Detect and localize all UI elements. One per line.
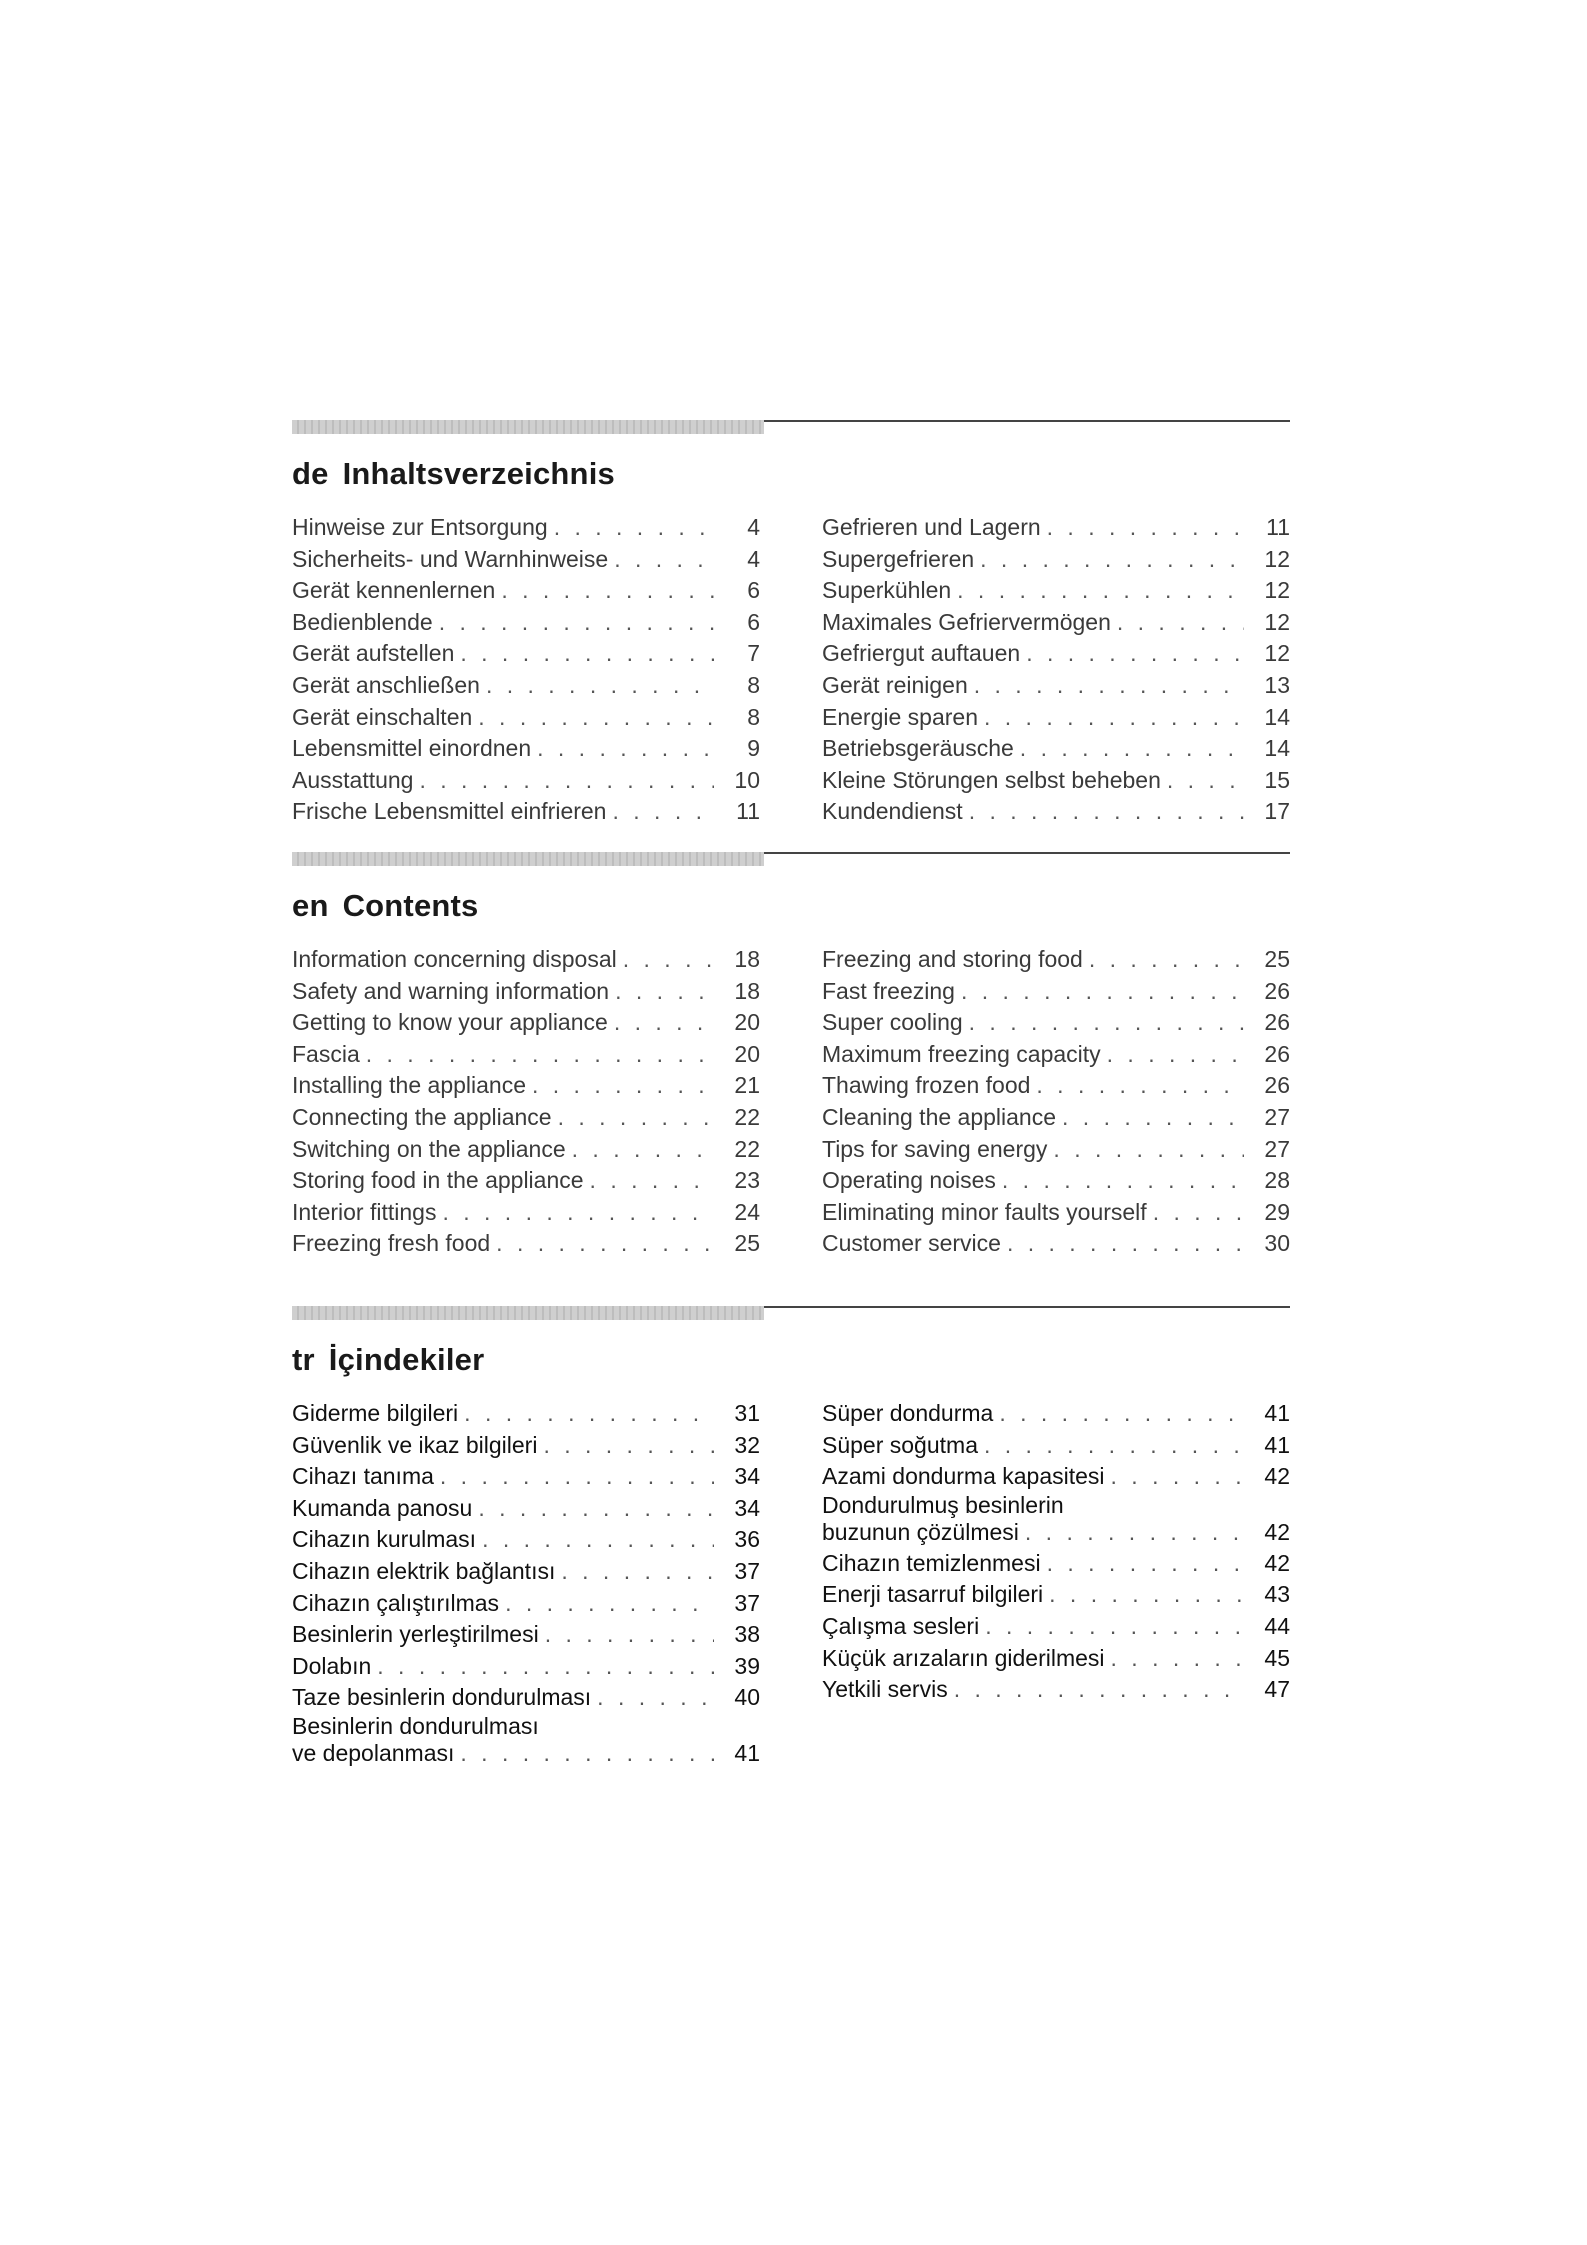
- toc-entry[interactable]: [822, 702, 1290, 734]
- toc-entry[interactable]: [822, 575, 1290, 607]
- page-number: 34: [734, 1494, 760, 1521]
- toc-entry[interactable]: [292, 796, 760, 828]
- language-code: de: [292, 456, 329, 491]
- dot-leader: [1020, 733, 1244, 765]
- page-number: 14: [1264, 703, 1290, 730]
- entry-title: Gefrieren und Lagern: [822, 514, 1041, 540]
- page-number: 12: [1264, 608, 1290, 635]
- dot-leader: [496, 1228, 714, 1260]
- page-number: 29: [1264, 1198, 1290, 1225]
- toc-entry[interactable]: [822, 1134, 1290, 1166]
- entry-title: Operating noises: [822, 1167, 996, 1194]
- dot-leader: [590, 1165, 714, 1197]
- toc-entry[interactable]: [292, 702, 760, 734]
- page-number: 8: [747, 671, 760, 698]
- entry-title: Gerät einschalten: [292, 703, 473, 730]
- page-number: 22: [734, 1135, 760, 1162]
- toc-entry[interactable]: [292, 1588, 760, 1620]
- entry-title: Safety and warning information: [292, 977, 610, 1004]
- page-number: 36: [734, 1526, 760, 1553]
- page-number: 21: [734, 1072, 760, 1099]
- toc-column-right: [822, 944, 1290, 1260]
- page-number: 41: [1264, 1431, 1290, 1458]
- toc-entry[interactable]: [292, 1682, 760, 1714]
- dot-leader: [1107, 1039, 1244, 1071]
- toc-entry[interactable]: [292, 1228, 760, 1260]
- entry-title: Super cooling: [822, 1009, 963, 1036]
- section-heading: [292, 1336, 1290, 1384]
- dot-leader: [532, 1070, 714, 1102]
- entry-title: Storing food in the appliance: [292, 1167, 584, 1194]
- page-number: 40: [734, 1684, 760, 1711]
- page-number: 26: [1264, 1040, 1290, 1067]
- page-number: 13: [1264, 671, 1290, 698]
- page-number: 42: [1264, 1463, 1290, 1490]
- entry-title: Çalışma sesleri: [822, 1612, 980, 1639]
- dot-leader: [558, 1102, 714, 1134]
- dot-leader: [1117, 607, 1244, 639]
- dot-leader: [460, 638, 714, 670]
- entry-title: Azami dondurma kapasitesi: [822, 1463, 1105, 1490]
- toc-section-tr: [292, 1306, 1290, 1766]
- page-number: 47: [1264, 1676, 1290, 1703]
- toc-entry[interactable]: [822, 796, 1290, 828]
- toc-entry[interactable]: [822, 1398, 1290, 1430]
- toc-entry[interactable]: [292, 1102, 760, 1134]
- entry-title: Gefriergut auftauen: [822, 640, 1021, 667]
- toc-entry[interactable]: [292, 733, 760, 765]
- page-number: 15: [1264, 766, 1290, 793]
- entry-title: Kumanda panosu: [292, 1494, 473, 1521]
- toc-entry[interactable]: [292, 1134, 760, 1166]
- toc-entry[interactable]: [822, 1430, 1290, 1462]
- page-number: 20: [734, 1040, 760, 1067]
- dot-leader: [377, 1651, 714, 1683]
- page-number: 26: [1264, 1072, 1290, 1099]
- toc-entry[interactable]: [822, 944, 1290, 976]
- entry-title: Cihazın elektrik bağlantısı: [292, 1557, 556, 1584]
- entry-title: Customer service: [822, 1230, 1001, 1257]
- section-rule: [292, 420, 1290, 434]
- page-number: 32: [734, 1431, 760, 1458]
- toc-entry[interactable]: [292, 1556, 760, 1588]
- toc-entry[interactable]: [292, 1430, 760, 1462]
- toc-entry[interactable]: [292, 976, 760, 1008]
- toc-entry[interactable]: [292, 1039, 760, 1071]
- toc-entry[interactable]: [292, 575, 760, 607]
- toc-section-en: [292, 852, 1290, 1257]
- toc-entry[interactable]: [822, 1197, 1290, 1229]
- page-number: 6: [747, 608, 760, 635]
- toc-entry[interactable]: [822, 1611, 1290, 1643]
- dot-leader: [969, 1007, 1244, 1039]
- dot-leader: [984, 702, 1244, 734]
- dot-leader: [1047, 512, 1244, 544]
- page-number: 37: [734, 1589, 760, 1616]
- entry-title: Gerät reinigen: [822, 671, 968, 698]
- entry-title: Lebensmittel einordnen: [292, 735, 532, 762]
- dot-leader: [1002, 1165, 1244, 1197]
- section-title: İçindekiler: [328, 1342, 485, 1377]
- page-number: 31: [734, 1400, 760, 1426]
- entry-title: Ausstattung: [292, 766, 414, 793]
- section-title: Inhaltsverzeichnis: [342, 456, 615, 491]
- toc-entry[interactable]: [822, 1070, 1290, 1102]
- dot-leader: [1026, 638, 1244, 670]
- entry-title: Kundendienst: [822, 798, 963, 825]
- dot-leader: [543, 1430, 714, 1462]
- toc-entry[interactable]: [292, 670, 760, 702]
- dot-leader: [1036, 1070, 1244, 1102]
- entry-title: Freezing fresh food: [292, 1230, 491, 1257]
- entry-title: Gerät aufstellen: [292, 640, 455, 667]
- page-number: 17: [1264, 798, 1290, 825]
- page-number: 37: [734, 1557, 760, 1584]
- entry-title-line2: buzunun çözülmesi: [822, 1518, 1019, 1545]
- section-rule: [292, 852, 1290, 866]
- toc-entry[interactable]: [822, 1461, 1290, 1493]
- entry-title: Cihazın kurulması: [292, 1526, 477, 1553]
- page-number: 26: [1264, 1009, 1290, 1036]
- page-number: 18: [734, 946, 760, 972]
- page-number: 41: [1264, 1400, 1290, 1426]
- entry-title: Besinlerin yerleştirilmesi: [292, 1621, 539, 1648]
- page-number: 9: [747, 735, 760, 762]
- dot-leader: [545, 1619, 714, 1651]
- toc-entry[interactable]: [822, 670, 1290, 702]
- page-number: 39: [734, 1652, 760, 1679]
- toc-column-left: [292, 1398, 760, 1769]
- entry-title: Gerät kennenlernen: [292, 577, 496, 604]
- toc-entry[interactable]: [292, 944, 760, 976]
- entry-title: Thawing frozen food: [822, 1072, 1031, 1099]
- entry-title: Cihazın temizlenmesi: [822, 1549, 1041, 1576]
- page-number: 10: [734, 766, 760, 793]
- page-number: 8: [747, 703, 760, 730]
- page-number: 34: [734, 1463, 760, 1490]
- dot-leader: [954, 1674, 1244, 1706]
- entry-title: Fast freezing: [822, 977, 955, 1004]
- entry-title: Maximales Gefriervermögen: [822, 608, 1111, 635]
- toc-entry[interactable]: [822, 1039, 1290, 1071]
- entry-title: Supergefrieren: [822, 545, 975, 572]
- dot-leader: [969, 796, 1244, 828]
- dot-leader: [974, 670, 1244, 702]
- toc-entry[interactable]: [822, 1165, 1290, 1197]
- dot-leader: [980, 544, 1244, 576]
- toc-column-left: [292, 944, 760, 1260]
- entry-title: Betriebsgeräusche: [822, 735, 1014, 762]
- dot-leader: [1111, 1461, 1244, 1493]
- language-code: tr: [292, 1342, 315, 1377]
- dot-leader: [1025, 1517, 1244, 1548]
- toc-entry[interactable]: [822, 733, 1290, 765]
- dot-leader: [612, 796, 714, 828]
- page-number: 20: [734, 1009, 760, 1036]
- entry-title: Cleaning the appliance: [822, 1103, 1057, 1130]
- entry-title: Sicherheits- und Warnhinweise: [292, 545, 609, 572]
- page-number: 12: [1264, 545, 1290, 572]
- dot-leader: [614, 544, 714, 576]
- page-number: 18: [734, 977, 760, 1004]
- toc-entry[interactable]: [292, 1493, 760, 1525]
- entry-title: Frische Lebensmittel einfrieren: [292, 798, 607, 825]
- toc-entry[interactable]: [822, 1674, 1290, 1706]
- dot-leader: [615, 976, 714, 1008]
- dot-leader: [442, 1197, 714, 1229]
- language-code: en: [292, 888, 329, 923]
- dot-leader: [554, 512, 714, 544]
- entry-title: Interior fittings: [292, 1198, 437, 1225]
- toc-entry[interactable]: [822, 638, 1290, 670]
- entry-title: Fascia: [292, 1040, 360, 1067]
- toc-entry[interactable]: [292, 1461, 760, 1493]
- entry-title: Yetkili servis: [822, 1676, 948, 1703]
- entry-title: Tips for saving energy: [822, 1135, 1048, 1162]
- entry-title: Maximum freezing capacity: [822, 1040, 1101, 1067]
- entry-title-line1: Besinlerin dondurulması: [292, 1712, 539, 1739]
- toc-entry[interactable]: [292, 1651, 760, 1683]
- entry-title: Switching on the appliance: [292, 1135, 566, 1162]
- toc-entry[interactable]: [292, 1524, 760, 1556]
- dot-leader: [985, 1611, 1244, 1643]
- toc-entry[interactable]: [292, 1197, 760, 1229]
- toc-entry[interactable]: [292, 1714, 760, 1769]
- entry-title: Cihazı tanıma: [292, 1463, 434, 1490]
- entry-title: Gerät anschließen: [292, 671, 480, 698]
- page-number: 30: [1264, 1230, 1290, 1257]
- dot-leader: [1153, 1197, 1244, 1229]
- dot-leader: [537, 733, 714, 765]
- toc-entry[interactable]: [822, 765, 1290, 797]
- toc-entry[interactable]: [822, 1548, 1290, 1580]
- page-number: 25: [734, 1230, 760, 1257]
- page-number: 11: [736, 798, 760, 825]
- dot-leader: [597, 1682, 714, 1714]
- page-number: 23: [734, 1167, 760, 1194]
- page-number: 27: [1264, 1103, 1290, 1130]
- entry-title: Küçük arızaların giderilmesi: [822, 1644, 1105, 1671]
- toc-entry[interactable]: [292, 1165, 760, 1197]
- page-number: 43: [1264, 1581, 1290, 1608]
- dot-leader: [1167, 765, 1244, 797]
- entry-title: Taze besinlerin dondurulması: [292, 1684, 592, 1711]
- dot-leader: [961, 976, 1244, 1008]
- section-title: Contents: [342, 888, 479, 923]
- page-number: 42: [1264, 1518, 1290, 1545]
- page-number: 24: [734, 1198, 760, 1225]
- dot-leader: [1053, 1134, 1244, 1166]
- page-number: 11: [1266, 514, 1290, 540]
- entry-title: Giderme bilgileri: [292, 1400, 459, 1426]
- page-number: 27: [1264, 1135, 1290, 1162]
- dot-leader: [419, 765, 714, 797]
- entry-title: Süper soğutma: [822, 1431, 978, 1458]
- page-number: 25: [1264, 946, 1290, 972]
- dot-leader: [999, 1398, 1244, 1430]
- dot-leader: [366, 1039, 714, 1071]
- toc-entry[interactable]: [822, 512, 1290, 544]
- toc-entry[interactable]: [822, 544, 1290, 576]
- dot-leader: [561, 1556, 714, 1588]
- entry-title: Installing the appliance: [292, 1072, 526, 1099]
- toc-entry[interactable]: [822, 976, 1290, 1008]
- page-number: 14: [1264, 735, 1290, 762]
- page-number: 22: [734, 1103, 760, 1130]
- dot-leader: [614, 1007, 714, 1039]
- entry-title: Kleine Störungen selbst beheben: [822, 766, 1161, 793]
- page-number: 26: [1264, 977, 1290, 1004]
- dot-leader: [1049, 1579, 1244, 1611]
- dot-leader: [478, 1493, 714, 1525]
- dot-leader: [1089, 944, 1244, 976]
- dot-leader: [439, 607, 714, 639]
- toc-entry[interactable]: [292, 638, 760, 670]
- entry-title: Getting to know your appliance: [292, 1009, 608, 1036]
- toc-entry[interactable]: [292, 1007, 760, 1039]
- dot-leader: [478, 702, 714, 734]
- entry-title: Superkühlen: [822, 577, 952, 604]
- dot-leader: [1062, 1102, 1244, 1134]
- entry-title: Güvenlik ve ikaz bilgileri: [292, 1431, 538, 1458]
- page-number: 12: [1264, 577, 1290, 604]
- dot-leader: [505, 1588, 714, 1620]
- dot-leader: [1111, 1643, 1244, 1675]
- entry-title: Süper dondurma: [822, 1400, 994, 1426]
- dot-leader: [482, 1524, 714, 1556]
- section-heading: [292, 882, 1290, 930]
- page-number: 6: [747, 577, 760, 604]
- toc-entry[interactable]: [292, 544, 760, 576]
- toc-entry[interactable]: [292, 607, 760, 639]
- toc-entry[interactable]: [292, 512, 760, 544]
- toc-column-left: [292, 512, 760, 828]
- dot-leader: [623, 944, 714, 976]
- page-number: 44: [1264, 1612, 1290, 1639]
- entry-title: Energie sparen: [822, 703, 978, 730]
- entry-title: Dolabın: [292, 1652, 372, 1679]
- entry-title-line1: Dondurulmuş besinlerin: [822, 1491, 1064, 1518]
- entry-title: Hinweise zur Entsorgung: [292, 514, 548, 540]
- toc-column-right: [822, 512, 1290, 828]
- entry-title: Cihazın çalıştırılmas: [292, 1589, 500, 1616]
- page-number: 4: [747, 514, 760, 540]
- toc-entry[interactable]: [822, 607, 1290, 639]
- page-number: 12: [1264, 640, 1290, 667]
- toc-entry[interactable]: [292, 1619, 760, 1651]
- section-rule: [292, 1306, 1290, 1320]
- dot-leader: [572, 1134, 714, 1166]
- dot-leader: [957, 575, 1244, 607]
- entry-title: Enerji tasarruf bilgileri: [822, 1581, 1044, 1608]
- toc-entry[interactable]: [292, 1398, 760, 1430]
- toc-section-de: [292, 420, 1290, 825]
- page-number: 45: [1264, 1644, 1290, 1671]
- page-number: 7: [747, 640, 760, 667]
- dot-leader: [440, 1461, 714, 1493]
- dot-leader: [460, 1738, 714, 1769]
- entry-title: Bedienblende: [292, 608, 433, 635]
- dot-leader: [1007, 1228, 1244, 1260]
- toc-column-right: [822, 1398, 1290, 1706]
- toc-entry[interactable]: [822, 1228, 1290, 1260]
- entry-title: Freezing and storing food: [822, 946, 1083, 972]
- entry-title-line2: ve depolanması: [292, 1739, 455, 1766]
- toc-entry[interactable]: [292, 765, 760, 797]
- entry-title: Information concerning disposal: [292, 946, 617, 972]
- page-number: 4: [747, 545, 760, 572]
- toc-entry[interactable]: [822, 1643, 1290, 1675]
- page-number: 41: [734, 1739, 760, 1766]
- dot-leader: [984, 1430, 1244, 1462]
- entry-title: Connecting the appliance: [292, 1103, 552, 1130]
- section-heading: [292, 450, 1290, 498]
- dot-leader: [486, 670, 714, 702]
- toc-entry[interactable]: [822, 1579, 1290, 1611]
- dot-leader: [1047, 1548, 1244, 1580]
- toc-entry[interactable]: [822, 1007, 1290, 1039]
- entry-title: Eliminating minor faults yourself: [822, 1198, 1147, 1225]
- toc-entry[interactable]: [292, 1070, 760, 1102]
- dot-leader: [501, 575, 714, 607]
- page-number: 28: [1264, 1167, 1290, 1194]
- toc-entry[interactable]: [822, 1493, 1290, 1548]
- toc-entry[interactable]: [822, 1102, 1290, 1134]
- dot-leader: [464, 1398, 714, 1430]
- page-number: 38: [734, 1621, 760, 1648]
- page-number: 42: [1264, 1549, 1290, 1576]
